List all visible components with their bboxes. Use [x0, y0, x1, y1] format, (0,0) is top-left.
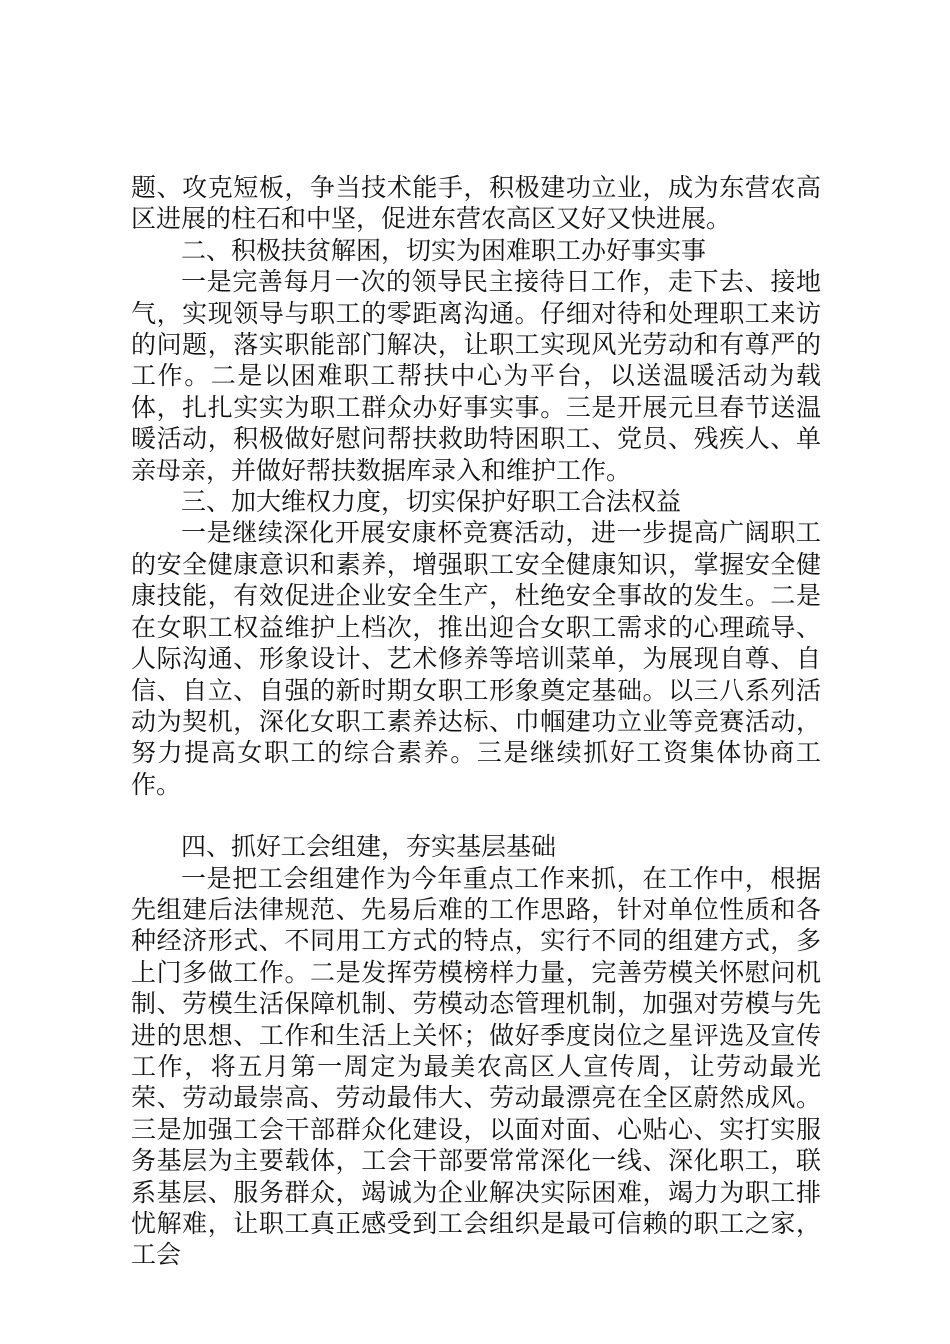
- section-heading-3: 三、加大维权力度，切实保护好职工合法权益: [181, 487, 682, 517]
- section-heading-4: 四、抓好工会组建，夯实基层基础: [181, 832, 557, 862]
- paragraph-section-3: 一是继续深化开展安康杯竞赛活动，进一步提高广阔职工的安全健康意识和素养，增强职工安全健康知识，掌握安全健康技能，有效促进企业安全生产，杜绝安全事故的发生。二是在女职工权益维护上档次，推出迎合女职工需求的心理疏导、人际沟通、形象设计、艺术修养等培训菜单，为展现自尊、自信、自立、自强的新时期女职工形象奠定基础。以三八系列活动为契机，深化女职工素养达标、巾帼建功立业等竞赛活动，努力提高女职工的综合素养。三是继续抓好工资集体协商工作。: [131, 518, 821, 799]
- document-body: [131, 172, 821, 1271]
- paragraph-section-4: 一是把工会组建作为今年重点工作来抓，在工作中，根据先组建后法律规范、先易后难的工作思路，针对单位性质和各种经济形式、不同用工方式的特点，实行不同的组建方式，多上门多做工作。二是发挥劳模榜样力量，完善劳模关怀慰问机制、劳模生活保障机制、劳模动态管理机制，加强对劳模与先进的思想、工作和生活上关怀；做好季度岗位之星评选及宣传工作，将五月第一周定为最美农高区人宣传周，让劳动最光荣、劳动最崇高、劳动最伟大、劳动最漂亮在全区蔚然成风。三是加强工会干部群众化建设，以面对面、心贴心、实打实服务基层为主要载体，工会干部要常常深化一线、深化职工，联系基层、服务群众，竭诚为企业解决实际困难，竭力为职工排忧解难，让职工真正感受到工会组织是最可信赖的职工之家，工会: [131, 863, 821, 1270]
- section-heading-2: 二、积极扶贫解困，切实为困难职工办好事实事: [181, 235, 707, 265]
- paragraph-section-2: 一是完善每月一次的领导民主接待日工作，走下去、接地气，实现领导与职工的零距离沟通。仔细对待和处理职工来访的问题，落实职能部门解决，让职工实现风光劳动和有尊严的工作。二是以困难职工帮扶中心为平台，以送温暖活动为载体，扎扎实实为职工群众办好事实事。三是开展元旦春节送温暖活动，积极做好慰问帮扶救助特困职工、党员、残疾人、单亲母亲，并做好帮扶数据库录入和维护工作。: [131, 267, 821, 485]
- paragraph-continuation: 题、攻克短板，争当技术能手，积极建功立业，成为东营农高区进展的柱石和中坚，促进东营农高区又好又快进展。: [131, 173, 821, 234]
